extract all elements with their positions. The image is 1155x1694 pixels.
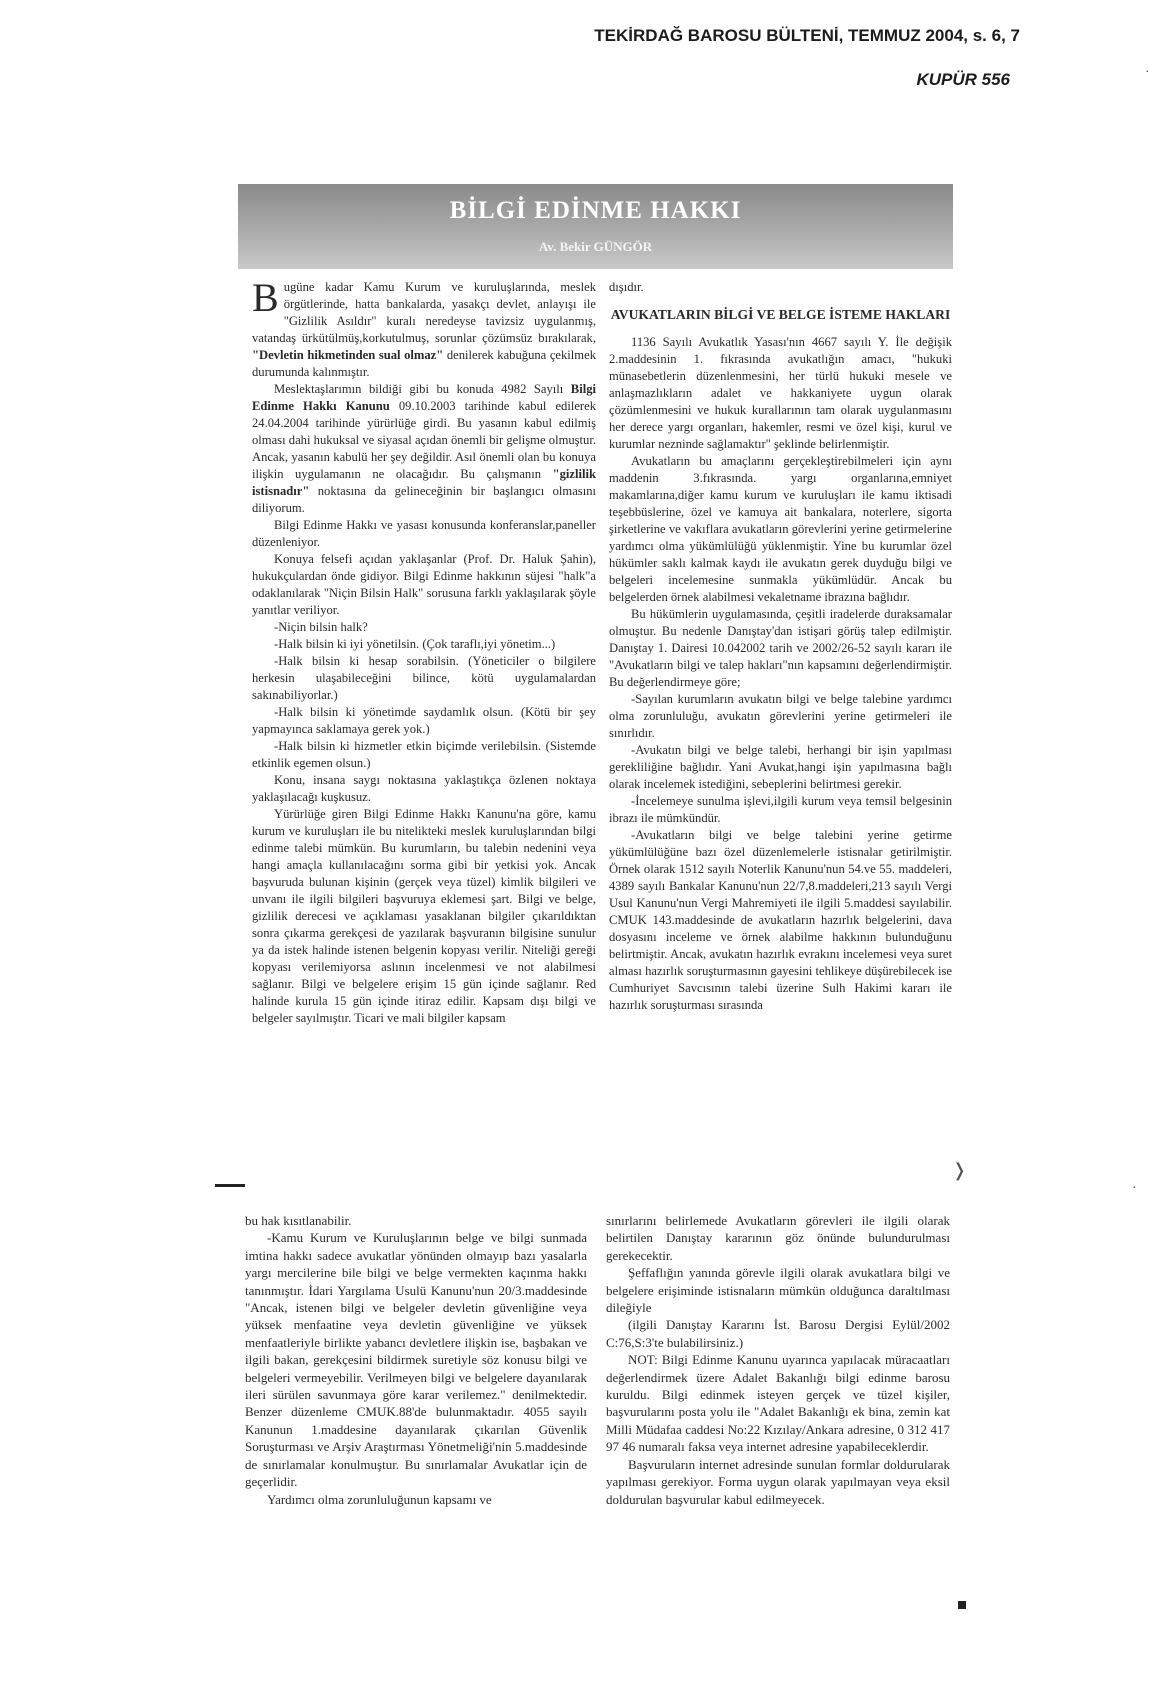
- paragraph: Meslektaşlarımın bildiği gibi bu konuda 4982 Sayılı Bilgi Edinme Hakkı Kanunu 09.10.2003 tarihinde kabul edilerek 24.04.2004 tarihinde yürürlüğe girdi. Bu yasanın kabul edilmiş olması dahi hukuksal ve siyasal açıdan önemli bir gelişme olmuştur. Ancak, yasanın kabulü her şey değildir. Asıl önemli olan bu konuya ilişkin uygulamanın ne olacağıdır. Bu çalışmanın "gizlilik istisnadır" noktasına da gelineceğinin bir başlangıcı olmasını diliyorum.: [252, 382, 596, 515]
- paragraph: Bilgi Edinme Hakkı ve yasası konusunda konferanslar,paneller düzenleniyor.: [252, 518, 596, 549]
- paragraph: dışıdır.: [609, 280, 644, 294]
- paragraph: (ilgili Danıştay Kararını İst. Barosu Dergisi Eylül/2002 C:76,S:3'te bulabilirsiniz.): [606, 1317, 950, 1350]
- paragraph: -Halk bilsin ki hesap sorabilsin. (Yöneticiler o bilgilere herkesin ulaşabileceğini bilince, kötü uygulamalardan sakınabiliyorlar.): [252, 654, 596, 702]
- paragraph: Şeffaflığın yanında görevle ilgili olarak avukatlara bilgi ve belgelere erişiminde istisnaların mümkün olduğunca daraltılması dileğiyle: [606, 1265, 950, 1316]
- article-title: BİLGİ EDİNME HAKKI: [449, 197, 742, 224]
- paragraph: Konuya felsefi açıdan yaklaşanlar (Prof. Dr. Haluk Şahin), hukukçulardan önde gidiyor. Bilgi Edinme hakkının süjesi "halk"a odaklanılarak "Niçin Bilsin Halk" sorusuna farklı yaklaşılarak şöyle yanıtlar veriliyor.: [252, 552, 596, 617]
- paragraph: Yürürlüğe giren Bilgi Edinme Hakkı Kanunu'na göre, kamu kurum ve kuruluşları ile bu nitelikteki meslek kuruluşlarından bilgi edinme talebi mümkün. Bu kurumların, bu talebin nedenini veya hangi amaçla kullanılacağını sorma gibi bir yetkisi yok. Ancak başvuruda bulunan kişinin (gerçek veya tüzel) kimlik bilgileri ve unvanı ile ilgili bilgileri başvuruya eklemesi şart. Bilgi ve belge, gizlilik derecesi ve açıklaması yasaklanan bilgiler çıkarıldıktan sonra çıkarma gerekçesi de yazılarak başvuranın bilgisine sunulur ya da istek halinde istenen belgenin kopyası verilir. Niteliği gereği kopyası verilemiyorsa aslının incelenmesi ve not alabilmesi sağlanır. Bilgi ve belgelere erişim 15 gün içinde sağlanır. Red halinde kurula 15 gün içinde itiraz edilir. Kapsam dışı bilgi ve belgeler sayılmıştır. Ticari ve mali bilgiler kapsam: [252, 807, 596, 1025]
- scan-speck: ·: [1132, 1178, 1137, 1194]
- paragraph: -Halk bilsin ki yönetimde saydamlık olsun. (Kötü bir şey yapmayınca saklamaya gerek yok.): [252, 705, 596, 736]
- article-column-3: [245, 1212, 587, 1508]
- article-column-4: [606, 1212, 950, 1508]
- paragraph: -Niçin bilsin halk?: [274, 620, 368, 634]
- paragraph: Bu hükümlerin uygulamasında, çeşitli iradelerde duraksamalar olmuştur. Bu nedenle Danıştay'dan istişari görüş talep edilmiştir. Danıştay 1. Dairesi 10.042002 tarih ve 2002/26-52 sayılı kararı ile "Avukatların bilgi ve talep hakları"nın kapsamını değerlendirmiştir. Bu değerlendirmeye göre;: [609, 607, 952, 689]
- paragraph: sınırlarını belirlemede Avukatların görevleri ile ilgili olarak belirtilen Danıştay kararının göz önünde bulundurulması gerekecektir.: [606, 1213, 950, 1263]
- paragraph: Başvuruların internet adresinde sunulan formlar doldurularak yapılması gerekiyor. Forma uygun olarak yapılmayan veya eksil doldurulan başvurular kabul edilmeyecek.: [606, 1456, 950, 1507]
- article-title-banner: [238, 184, 953, 269]
- margin-bracket-mark: ❭: [952, 1160, 968, 1180]
- paragraph: -Halk bilsin ki hizmetler etkin biçimde verilebilsin. (Sistemde etkinlik egemen olsun.): [252, 739, 596, 770]
- publication-header: TEKİRDAĞ BAROSU BÜLTENİ, TEMMUZ 2004, s. 6, 7: [594, 26, 1020, 45]
- article-column-2: [609, 279, 952, 1014]
- paragraph: -Kamu Kurum ve Kuruluşlarının belge ve bilgi sunmada imtina hakkı sadece avukatlar yönünden olmayıp bazı yasalarla yargı mercilerine bile bilgi ve belge vermekten kaçınma hakkı tanınmıştır. İdari Yargılama Usulü Kanunu'nun 20/3.maddesinde "Ancak, istenen bilgi ve belgeler devletin güvenliğine veya yüksek menfaatine veya devletin güvenliğine ve yüksek menfaatleriyle birlikte yabancı devletlere ilişkin ise, başbakan ve ilgili bakan, gerekçesini bildirmek suretiyle söz konusu bilgi ve belgeleri vermeyebilir. Verilmeyen bilgi ve belgelere dayanılarak ileri sürülen savunmaya göre karar verilemez." denilmektedir. Benzer düzenleme CMUK.88'de bulunmaktadır. 4055 sayılı Kanunun 1.maddesine dayanılarak çıkarılan Güvenlik Soruşturması ve Arşiv Araştırması Yönetmeliği'nin 5.maddesinde de sınırlamalar konulmuştur. Bu sınırlamalar Avukatlar için de geçerlidir.: [245, 1230, 587, 1490]
- scan-speck: ·: [1145, 62, 1150, 78]
- paragraph: Bugüne kadar Kamu Kurum ve kuruluşlarında, meslek örgütlerinde, hatta bankalarda, yasakçı devlet, anlayışı ile "Gizlilik Asıldır" kuralı neredeyse tavizsiz uygulanmış, vatandaş ürkütülmüş,korkutulmuş, sorunlar çözümsüz bırakılarak, "Devletin hikmetinden sual olmaz" denilerek kabuğuna çekilmek durumunda kalınmıştır.: [252, 275, 596, 379]
- paragraph: -Avukatın bilgi ve belge talebi, herhangi bir işin yapılması gerekliliğine bağlıdır. Yani Avukat,hangi işin yapılmasına bağlı olarak incelemek istediğini, sebeplerini belirtmesi gerekir.: [609, 743, 952, 791]
- paragraph: NOT: Bilgi Edinme Kanunu uyarınca yapılacak müracaatları değerlendirmek üzere Adalet Bakanlığı bilgi edinme barosu kuruldu. Bilgi edinmek isteyen gerçek ve tüzel kişiler, başvurularını posta yolu ile "Adalet Bakanlığı ek bina, zemin kat Milli Müdafaa caddesi No:22 Kızılay/Ankara adresine, 0 312 417 97 46 numaralı faksa veya internet adresine yapabileceklerdir.: [606, 1352, 950, 1455]
- section-heading: AVUKATLARIN BİLGİ VE BELGE İSTEME HAKLARI: [610, 307, 951, 322]
- margin-rule: [215, 1184, 245, 1187]
- paragraph: -Halk bilsin ki iyi yönetilsin. (Çok taraflı,iyi yönetim...): [274, 637, 556, 651]
- drop-cap: B: [252, 275, 279, 320]
- article-author: Av. Bekir GÜNGÖR: [538, 239, 653, 254]
- paragraph: -İncelemeye sunulma işlevi,ilgili kurum veya temsil belgesinin ibrazı ile mümkündür.: [609, 794, 952, 825]
- paragraph: bu hak kısıtlanabilir.: [245, 1213, 352, 1228]
- clipping-number: KUPÜR 556: [916, 70, 1010, 89]
- paragraph: Yardımcı olma zorunluluğunun kapsamı ve: [267, 1491, 492, 1507]
- paragraph: -Avukatların bilgi ve belge talebini yerine getirme yükümlülüğüne bazı özel düzenlemelerle istisnalar getirilmiştir. Örnek olarak 1512 sayılı Noterlik Kanunu'nun 54.ve 55. maddeleri, 4389 sayılı Bankalar Kanunu'nun 22/7,8.maddeleri,213 sayılı Vergi Usul Kanunu'nun Vergi Mahremiyeti ile ilgili 5.maddesi sayılabilir. CMUK 143.maddesinde de avukatların hazırlık belgelerini, dava dosyasını inceleme ve örnek alabilme hakkının bulunduğunu belirtmiştir. Ancak, avukatın hazırlık evrakını incelemesi veya suret alması hazırlık soruşturmasının gayesini tehlikeye düşürebilecek ise Cumhuriyet Savcısının talebi üzerine Sulh Hakimi kararı ile hazırlık soruşturması sırasında: [609, 828, 952, 1012]
- paragraph: -Sayılan kurumların avukatın bilgi ve belge talebine yardımcı olma zorunluluğu, avukatın görevlerini yerine getirmeleri ile sınırlıdır.: [609, 692, 952, 740]
- paragraph: 1136 Sayılı Avukatlık Yasası'nın 4667 sayılı Y. İle değişik 2.maddesinin 1. fıkrasında avukatlığın amacı, "hukuki münasebetlerin düzenlenmesini, her türlü hukuki mesele ve anlaşmazlıkların adalet ve hakkaniyete uygun olarak çözümlenmesini ve hukuk kurallarının tam olarak uygulanmasını her derece yargı organları, hakemler, resmi ve özel kişi, kurul ve kurumlar nezninde sağlamaktır" şeklinde belirlenmiştir.: [609, 335, 952, 451]
- paragraph: Konu, insana saygı noktasına yaklaştıkça özlenen noktaya yaklaşılacağı kuşkusuz.: [252, 773, 596, 804]
- article-column-1: [252, 275, 596, 1027]
- end-of-article-mark: [958, 1601, 966, 1609]
- paragraph: Avukatların bu amaçlarını gerçekleştirebilmeleri için aynı maddenin 3.fıkrasında. yargı organlarına,emniyet makamlarına,diğer kamu kurum ve kuruluşları ile kamu iktisadi teşebbüslerine, özel ve kamuya ait bankalara, noterlere, sigorta şirketlerine ve vakıflara avukatların görevlerini yerine getirmelerine yardımcı olma yükümlülüğü yüklenmiştir. Yine bu kurumlar özel hükümler saklı kalmak kaydı ile avukatın gerek duyduğu bilgi ve belgeleri incelemesine sunmakla yükümlüdür. Ancak bu belgelerden örnek alabilmesi vekaletname ibrazına bağlıdır.: [609, 454, 952, 604]
